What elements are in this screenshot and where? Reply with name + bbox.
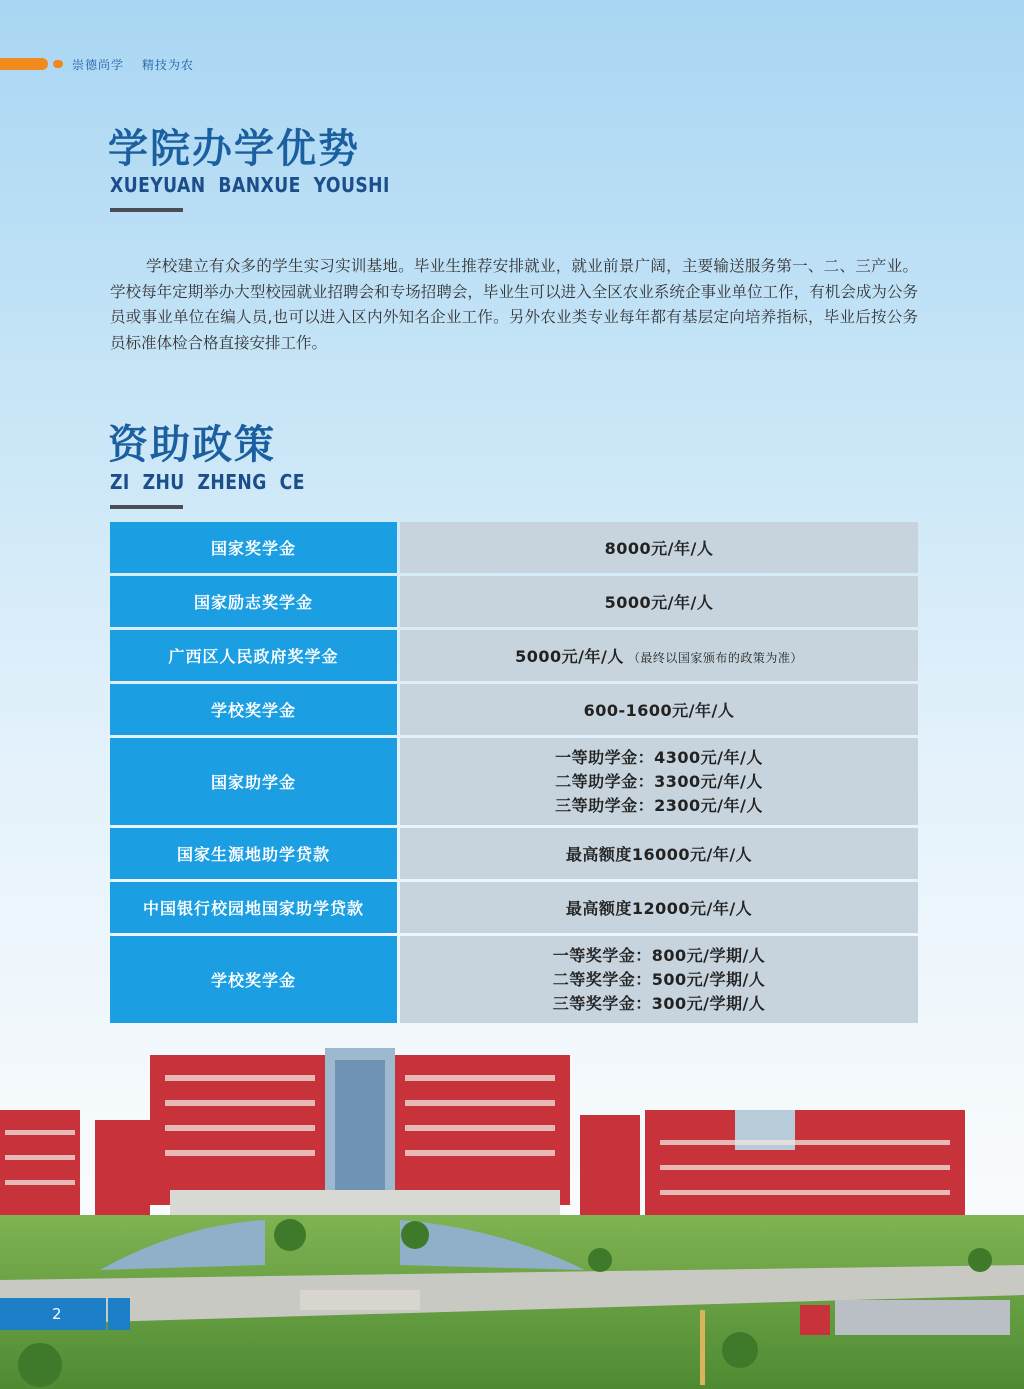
row-value-cell xyxy=(400,882,918,933)
advantage-title: 学院办学优势 xyxy=(108,125,360,172)
row-value-line: 二等助学金：3300元/年/人 xyxy=(555,771,763,791)
row-value-cell xyxy=(400,684,918,735)
row-note: （最终以国家颁布的政策为准） xyxy=(627,651,803,665)
table-row xyxy=(110,684,918,735)
page-number-tab-accent xyxy=(108,1298,130,1330)
policy-table xyxy=(110,522,918,1026)
table-row xyxy=(110,630,918,681)
row-value: 最高额度16000元/年/人 xyxy=(565,845,753,864)
motto xyxy=(72,56,212,73)
row-name: 国家助学金 xyxy=(110,738,397,825)
policy-subtitle: ZI ZHU ZHENG CE xyxy=(110,470,305,494)
row-value-line: 一等奖学金：800元/学期/人 xyxy=(552,945,766,965)
row-value: 5000元/年/人 xyxy=(604,593,714,612)
table-row xyxy=(110,936,918,1023)
table-row xyxy=(110,828,918,879)
table-row xyxy=(110,576,918,627)
row-value-cell xyxy=(400,522,918,573)
row-value-cell xyxy=(400,936,918,1023)
row-name: 广西区人民政府奖学金 xyxy=(110,630,397,681)
row-value-cell xyxy=(400,738,918,825)
policy-title: 资助政策 xyxy=(108,421,276,468)
table-row xyxy=(110,738,918,825)
row-value-line: 三等奖学金：300元/学期/人 xyxy=(552,993,766,1013)
row-value: 最高额度12000元/年/人 xyxy=(565,899,753,918)
page-number: 2 xyxy=(52,1305,62,1323)
row-name: 中国银行校园地国家助学贷款 xyxy=(110,882,397,933)
table-row xyxy=(110,522,918,573)
row-name: 国家励志奖学金 xyxy=(110,576,397,627)
header-accent-bar xyxy=(0,58,48,70)
motto-text-2: 精技为农 xyxy=(142,58,195,72)
row-name: 学校奖学金 xyxy=(110,684,397,735)
advantage-underline xyxy=(110,208,183,212)
row-value-cell xyxy=(400,630,918,681)
table-row xyxy=(110,882,918,933)
header-accent-dot xyxy=(53,60,63,68)
row-value: 600-1600元/年/人 xyxy=(583,701,735,720)
row-value-line: 三等助学金：2300元/年/人 xyxy=(555,795,763,815)
row-value-cell xyxy=(400,576,918,627)
row-value-cell xyxy=(400,828,918,879)
policy-underline xyxy=(110,505,183,509)
row-value-line: 一等助学金：4300元/年/人 xyxy=(555,747,763,767)
row-value-line: 二等奖学金：500元/学期/人 xyxy=(552,969,766,989)
row-value: 8000元/年/人 xyxy=(604,539,714,558)
row-name: 国家生源地助学贷款 xyxy=(110,828,397,879)
row-name: 学校奖学金 xyxy=(110,936,397,1023)
motto-text-1: 崇德尚学 xyxy=(72,58,125,72)
advantage-paragraph: 学校建立有众多的学生实习实训基地。毕业生推荐安排就业，就业前景广阔，主要输送服务第一、二、三产业。学校每年定期举办大型校园就业招聘会和专场招聘会，毕业生可以进入全区农业系统企事业单位工作，有机会成为公务员或事业单位在编人员,也可以进入区内外知名企业工作。另外农业类专业每年都有基层定向培养指标，毕业后按公务员标准体检合格直接安排工作。 xyxy=(110,257,918,352)
advantage-subtitle: XUEYUAN BANXUE YOUSHI xyxy=(110,173,390,197)
row-value: 5000元/年/人 xyxy=(515,647,624,666)
row-name: 国家奖学金 xyxy=(110,522,397,573)
campus-photo xyxy=(0,1040,1024,1389)
